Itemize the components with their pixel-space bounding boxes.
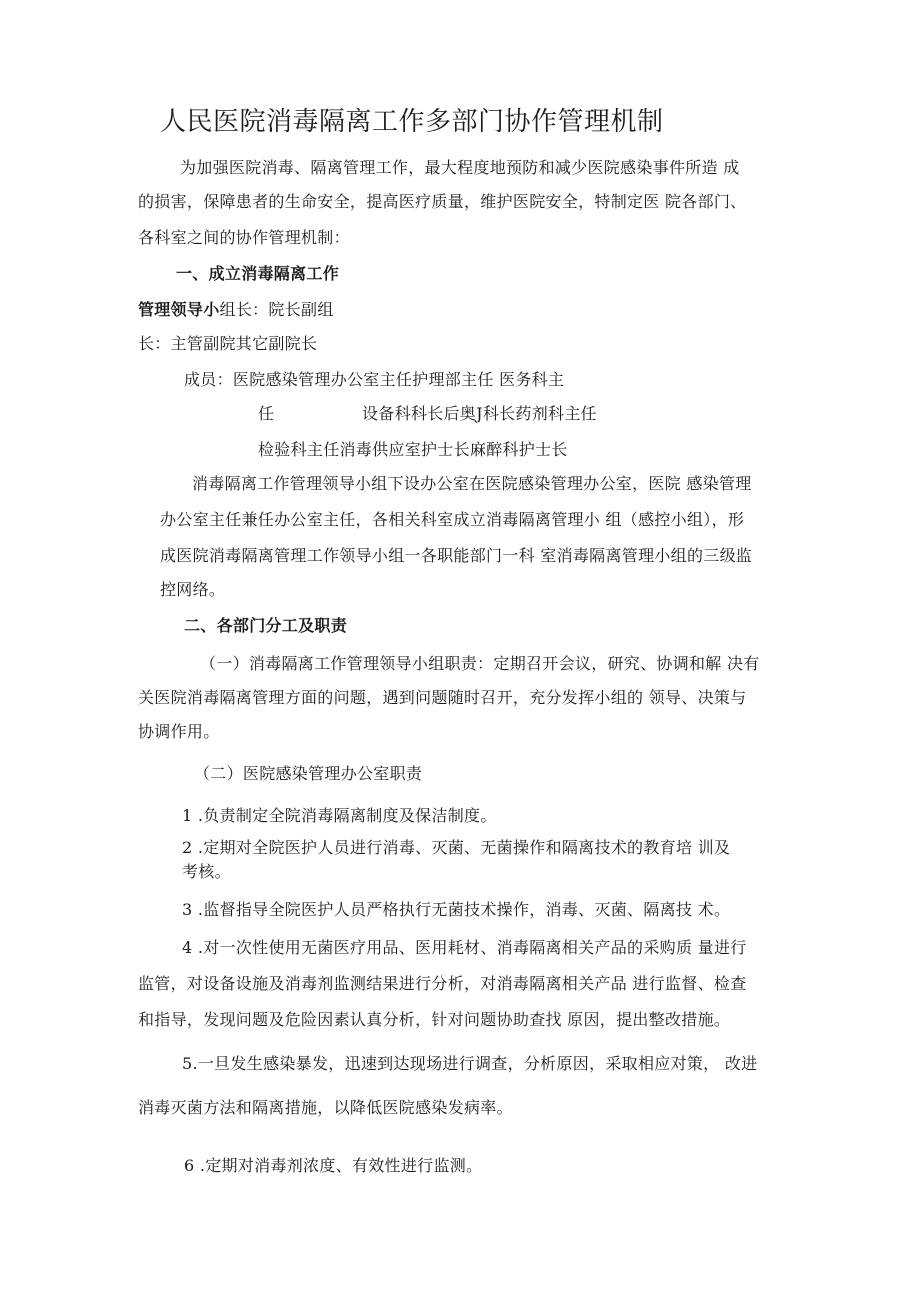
- duty-item-5: 5.一旦发生感染暴发，迅速到达现场进行调查，分析原因，采取相应对策， 改进: [182, 1054, 758, 1073]
- office-para-line: 成医院消毒隔离管理工作领导小组一各职能部门一科 室消毒隔离管理小组的三级监: [160, 546, 753, 565]
- sub1-line: （一）消毒隔离工作管理领导小组职责：定期召开会议，研究、协调和解 决有: [200, 654, 760, 673]
- section-heading-2: 二、各部门分工及职责: [184, 616, 348, 635]
- section-heading-1: 一、成立消毒隔离工作: [176, 264, 340, 283]
- intro-line: 各科室之间的协作管理机制：: [138, 228, 350, 247]
- members-line: 成员：医院感染管理办公室主任护理部主任 医务科主: [184, 370, 565, 389]
- office-para-line: 控网络。: [160, 580, 226, 599]
- office-para-line: 消毒隔离工作管理领导小组下设办公室在医院感染管理办公室，医院 感染管理: [192, 474, 752, 493]
- sub1-line: 关医院消毒隔离管理方面的问题，遇到问题随时召开，充分发挥小组的 领导、决策与: [138, 688, 747, 707]
- duty-item-3: 3 .监督指导全院医护人员严格执行无菌技术操作，消毒、灭菌、隔离技 术。: [182, 900, 731, 919]
- members-line: 检验科主任消毒供应室护士长麻醉科护士长: [258, 440, 568, 459]
- leader-text: 组长：院长副组: [219, 300, 334, 319]
- sub1-line: 协调作用。: [138, 722, 220, 741]
- duty-item-2: 2 .定期对全院医护人员进行消毒、灭菌、无菌操作和隔离技术的教育培 训及: [182, 838, 731, 857]
- intro-line: 为加强医院消毒、隔离管理工作，最大程度地预防和减少医院感染事件所造 成: [180, 158, 740, 177]
- duty-item-4: 4 .对一次性使用无菌医疗用品、医用耗材、消毒隔离相关产品的采购质 量进行: [182, 938, 747, 957]
- leader-line: [138, 300, 334, 320]
- members-line: 任: [258, 404, 275, 423]
- leader-label: 管理领导小: [138, 300, 220, 319]
- duty-item-4-cont: 和指导，发现问题及危险因素认真分析，针对问题协助查找 原因，提出整改措施。: [138, 1010, 731, 1029]
- duty-item-2-cont: 考核。: [182, 862, 231, 881]
- intro-line: 的损害，保障患者的生命安全，提高医疗质量，维护医院安全，特制定医 院各部门、: [138, 192, 747, 211]
- office-para-line: 办公室主任兼任办公室主任，各相关科室成立消毒隔离管理小 组（感控小组），形: [160, 510, 745, 529]
- sub2-heading: （二）医院感染管理办公室职责: [194, 764, 423, 783]
- deputy-line: 长：主管副院其它副院长: [138, 334, 318, 353]
- document-title: 人民医院消毒隔离工作多部门协作管理机制: [160, 107, 664, 137]
- duty-item-4-cont: 监管，对设备设施及消毒剂监测结果进行分析，对消毒隔离相关产品 进行监督、检查: [138, 974, 747, 993]
- members-line: 设备科科长后奥J科长药剂科主任: [362, 404, 597, 423]
- duty-item-5-cont: 消毒灭菌方法和隔离措施，以降低医院感染发病率。: [138, 1098, 513, 1117]
- duty-item-1: 1 .负责制定全院消毒隔离制度及保洁制度。: [182, 806, 497, 825]
- duty-item-6: 6 .定期对消毒剂浓度、有效性进行监测。: [184, 1156, 483, 1175]
